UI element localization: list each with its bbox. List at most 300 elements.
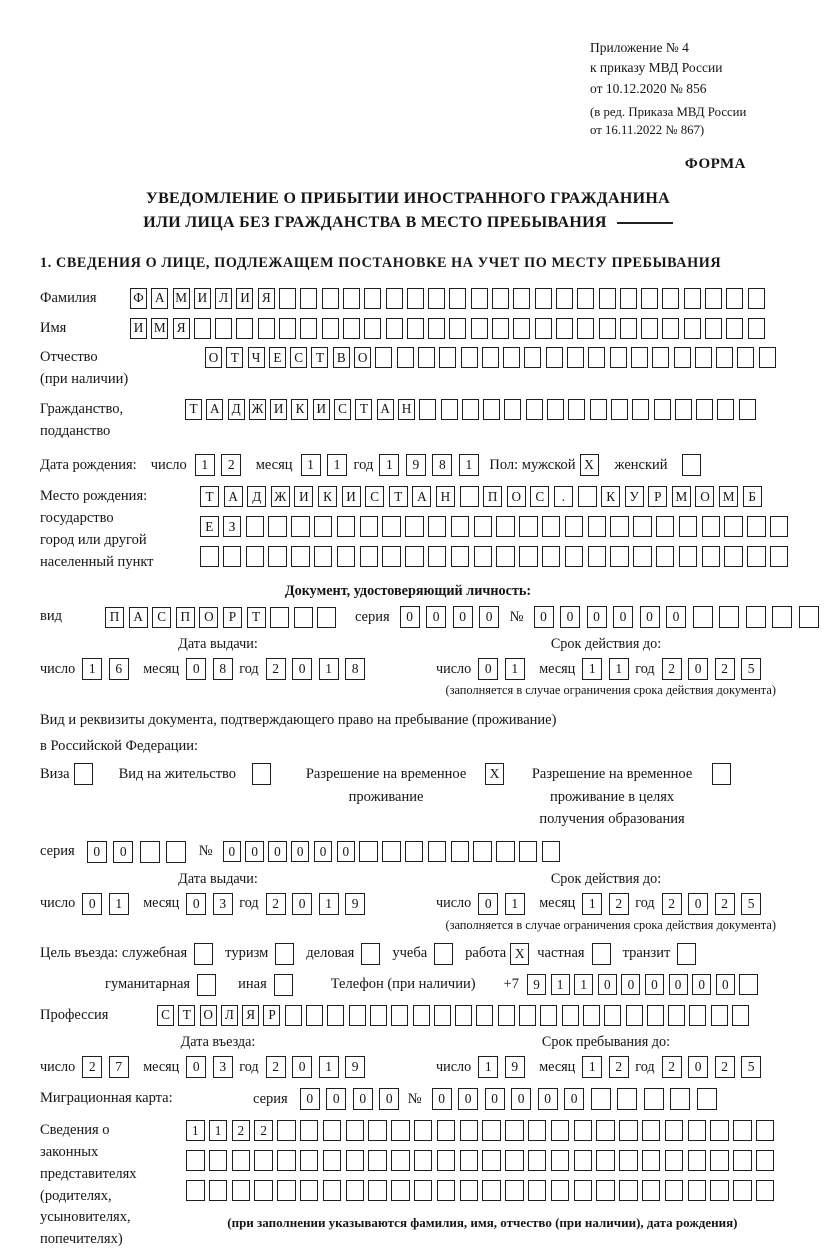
form-cell[interactable]: 5 — [741, 1056, 761, 1078]
valid-day-cells[interactable] — [478, 658, 531, 680]
form-cell[interactable] — [375, 347, 392, 368]
form-cell[interactable]: 0 — [292, 1056, 312, 1078]
form-cell[interactable]: Л — [221, 1005, 238, 1026]
form-cell[interactable]: 1 — [582, 658, 602, 680]
form-cell[interactable] — [322, 318, 339, 339]
form-cell[interactable]: 0 — [432, 1088, 452, 1110]
form-cell[interactable] — [596, 1120, 615, 1141]
form-cell[interactable] — [346, 1180, 365, 1201]
form-cell[interactable] — [726, 288, 743, 309]
form-cell[interactable] — [679, 516, 698, 537]
form-cell[interactable]: А — [224, 486, 243, 507]
form-cell[interactable] — [733, 1180, 752, 1201]
form-cell[interactable] — [343, 288, 360, 309]
form-cell[interactable] — [391, 1180, 410, 1201]
surname-cells[interactable] — [130, 288, 769, 309]
form-cell[interactable] — [656, 546, 675, 567]
profession-cells[interactable] — [157, 1005, 753, 1026]
migration-series-cells[interactable] — [300, 1088, 406, 1110]
form-cell[interactable] — [705, 318, 722, 339]
form-cell[interactable] — [526, 399, 543, 420]
form-cell[interactable]: 3 — [213, 1056, 233, 1078]
form-cell[interactable] — [717, 399, 734, 420]
form-cell[interactable]: А — [377, 399, 394, 420]
form-cell[interactable]: Я — [242, 1005, 259, 1026]
form-cell[interactable] — [503, 347, 520, 368]
form-cell[interactable]: 0 — [669, 974, 688, 995]
form-cell[interactable]: Е — [200, 516, 219, 537]
form-cell[interactable] — [407, 318, 424, 339]
form-cell[interactable]: Д — [247, 486, 266, 507]
form-cell[interactable]: 1 — [186, 1120, 205, 1141]
form-cell[interactable] — [617, 1088, 637, 1110]
form-cell[interactable] — [285, 1005, 302, 1026]
form-cell[interactable] — [343, 318, 360, 339]
form-cell[interactable]: 2 — [254, 1120, 273, 1141]
form-cell[interactable] — [684, 318, 701, 339]
form-cell[interactable]: 0 — [560, 606, 580, 628]
form-cell[interactable]: 2 — [266, 658, 286, 680]
form-cell[interactable] — [300, 1150, 319, 1171]
doc-number-cells[interactable] — [534, 606, 825, 628]
res-valid-year-cells[interactable] — [662, 893, 768, 915]
form-cell[interactable]: 9 — [345, 1056, 365, 1078]
form-cell[interactable] — [300, 1180, 319, 1201]
form-cell[interactable] — [528, 1180, 547, 1201]
form-cell[interactable]: 0 — [113, 841, 133, 863]
form-cell[interactable]: 2 — [662, 893, 682, 915]
form-cell[interactable]: 8 — [432, 454, 452, 476]
form-cell[interactable] — [414, 1180, 433, 1201]
form-cell[interactable]: 0 — [478, 658, 498, 680]
form-cell[interactable] — [476, 1005, 493, 1026]
form-cell[interactable] — [460, 486, 479, 507]
form-cell[interactable] — [748, 288, 765, 309]
form-cell[interactable] — [574, 1180, 593, 1201]
form-cell[interactable] — [604, 1005, 621, 1026]
form-cell[interactable] — [619, 1180, 638, 1201]
form-cell[interactable]: 9 — [345, 893, 365, 915]
res-valid-day-cells[interactable] — [478, 893, 531, 915]
temp-residence-checkbox[interactable]: X — [485, 763, 504, 785]
male-checkbox[interactable]: X — [580, 454, 599, 476]
birth-month-cells[interactable] — [301, 454, 354, 476]
form-cell[interactable] — [323, 1180, 342, 1201]
form-cell[interactable]: 0 — [534, 606, 554, 628]
form-cell[interactable]: А — [412, 486, 431, 507]
form-cell[interactable] — [368, 1120, 387, 1141]
form-cell[interactable] — [513, 288, 530, 309]
form-cell[interactable] — [562, 1005, 579, 1026]
form-cell[interactable] — [710, 1180, 729, 1201]
form-cell[interactable] — [209, 1180, 228, 1201]
entry-day-cells[interactable] — [82, 1056, 135, 1078]
form-cell[interactable] — [360, 546, 379, 567]
form-cell[interactable] — [610, 347, 627, 368]
form-cell[interactable]: 0 — [245, 841, 264, 862]
form-cell[interactable]: 0 — [688, 1056, 708, 1078]
form-cell[interactable]: Т — [355, 399, 372, 420]
form-cell[interactable] — [428, 841, 447, 862]
form-cell[interactable]: Р — [223, 607, 242, 628]
form-cell[interactable] — [407, 288, 424, 309]
form-cell[interactable] — [346, 1150, 365, 1171]
form-cell[interactable] — [314, 546, 333, 567]
purpose-private-checkbox[interactable] — [592, 943, 611, 965]
form-cell[interactable]: 0 — [511, 1088, 531, 1110]
form-cell[interactable] — [294, 607, 313, 628]
form-cell[interactable]: П — [176, 607, 195, 628]
representatives-row2-cells[interactable] — [186, 1150, 779, 1171]
form-cell[interactable]: 5 — [741, 893, 761, 915]
form-cell[interactable] — [574, 1150, 593, 1171]
form-cell[interactable] — [300, 318, 317, 339]
form-cell[interactable]: 0 — [613, 606, 633, 628]
form-cell[interactable] — [232, 1180, 251, 1201]
form-cell[interactable] — [505, 1150, 524, 1171]
form-cell[interactable]: 1 — [505, 893, 525, 915]
form-cell[interactable]: 0 — [716, 974, 735, 995]
purpose-work-checkbox[interactable]: X — [510, 943, 529, 965]
form-cell[interactable] — [542, 841, 561, 862]
form-cell[interactable]: 2 — [662, 658, 682, 680]
form-cell[interactable] — [323, 1150, 342, 1171]
patronymic-cells[interactable] — [205, 347, 780, 368]
form-cell[interactable]: И — [130, 318, 147, 339]
form-cell[interactable] — [710, 1120, 729, 1141]
form-cell[interactable] — [535, 288, 552, 309]
form-cell[interactable]: 0 — [645, 974, 664, 995]
form-cell[interactable]: 6 — [109, 658, 129, 680]
form-cell[interactable] — [451, 516, 470, 537]
form-cell[interactable]: 1 — [319, 893, 339, 915]
purpose-tourism-checkbox[interactable] — [275, 943, 294, 965]
form-cell[interactable] — [724, 546, 743, 567]
form-cell[interactable] — [610, 546, 629, 567]
form-cell[interactable] — [349, 1005, 366, 1026]
form-cell[interactable] — [652, 347, 669, 368]
form-cell[interactable] — [397, 347, 414, 368]
form-cell[interactable]: 0 — [485, 1088, 505, 1110]
form-cell[interactable]: 1 — [551, 974, 570, 995]
form-cell[interactable] — [599, 288, 616, 309]
form-cell[interactable]: 2 — [221, 454, 241, 476]
form-cell[interactable] — [504, 399, 521, 420]
form-cell[interactable] — [483, 399, 500, 420]
form-cell[interactable] — [474, 516, 493, 537]
phone-cells[interactable] — [527, 974, 763, 995]
form-cell[interactable]: Т — [200, 486, 219, 507]
form-cell[interactable]: 1 — [582, 893, 602, 915]
form-cell[interactable] — [670, 1088, 690, 1110]
form-cell[interactable] — [291, 546, 310, 567]
form-cell[interactable] — [696, 399, 713, 420]
form-cell[interactable] — [656, 516, 675, 537]
visa-checkbox[interactable] — [74, 763, 93, 785]
form-cell[interactable]: 0 — [186, 893, 206, 915]
form-cell[interactable] — [711, 1005, 728, 1026]
form-cell[interactable] — [473, 841, 492, 862]
form-cell[interactable] — [279, 288, 296, 309]
form-cell[interactable]: И — [294, 486, 313, 507]
form-cell[interactable] — [449, 288, 466, 309]
form-cell[interactable] — [474, 546, 493, 567]
form-cell[interactable]: 1 — [379, 454, 399, 476]
form-cell[interactable] — [496, 841, 515, 862]
form-cell[interactable] — [556, 318, 573, 339]
form-cell[interactable] — [368, 1150, 387, 1171]
form-cell[interactable] — [364, 288, 381, 309]
form-cell[interactable]: Л — [215, 288, 232, 309]
stay-year-cells[interactable] — [662, 1056, 768, 1078]
form-cell[interactable] — [574, 1120, 593, 1141]
residence-permit-checkbox[interactable] — [252, 763, 271, 785]
form-cell[interactable] — [413, 1005, 430, 1026]
form-cell[interactable] — [437, 1180, 456, 1201]
form-cell[interactable] — [665, 1120, 684, 1141]
form-cell[interactable]: 9 — [406, 454, 426, 476]
form-cell[interactable] — [688, 1120, 707, 1141]
form-cell[interactable]: 0 — [692, 974, 711, 995]
birth-day-cells[interactable] — [195, 454, 248, 476]
form-cell[interactable] — [428, 546, 447, 567]
form-cell[interactable]: З — [223, 516, 242, 537]
form-cell[interactable]: 8 — [345, 658, 365, 680]
form-cell[interactable]: 0 — [426, 606, 446, 628]
form-cell[interactable] — [610, 516, 629, 537]
form-cell[interactable] — [726, 318, 743, 339]
form-cell[interactable]: С — [152, 607, 171, 628]
form-cell[interactable] — [591, 1088, 611, 1110]
form-cell[interactable] — [577, 318, 594, 339]
form-cell[interactable] — [368, 1180, 387, 1201]
issue-month-cells[interactable] — [186, 658, 239, 680]
form-cell[interactable] — [596, 1150, 615, 1171]
form-cell[interactable]: Н — [436, 486, 455, 507]
form-cell[interactable]: Ф — [130, 288, 147, 309]
form-cell[interactable] — [642, 1150, 661, 1171]
form-cell[interactable]: 1 — [109, 893, 129, 915]
form-cell[interactable] — [688, 1150, 707, 1171]
form-cell[interactable]: П — [483, 486, 502, 507]
form-cell[interactable] — [437, 1120, 456, 1141]
form-cell[interactable]: 0 — [186, 658, 206, 680]
form-cell[interactable] — [662, 288, 679, 309]
form-cell[interactable] — [441, 399, 458, 420]
form-cell[interactable] — [756, 1120, 775, 1141]
res-issue-month-cells[interactable] — [186, 893, 239, 915]
form-cell[interactable]: С — [334, 399, 351, 420]
form-cell[interactable]: 0 — [223, 841, 242, 862]
form-cell[interactable]: М — [173, 288, 190, 309]
form-cell[interactable] — [200, 546, 219, 567]
purpose-business-checkbox[interactable] — [361, 943, 380, 965]
form-cell[interactable] — [739, 974, 758, 995]
form-cell[interactable] — [451, 841, 470, 862]
form-cell[interactable] — [496, 546, 515, 567]
form-cell[interactable]: М — [151, 318, 168, 339]
purpose-study-checkbox[interactable] — [434, 943, 453, 965]
form-cell[interactable] — [232, 1150, 251, 1171]
form-cell[interactable] — [346, 1120, 365, 1141]
form-cell[interactable] — [688, 1180, 707, 1201]
form-cell[interactable] — [314, 516, 333, 537]
purpose-humanitarian-checkbox[interactable] — [197, 974, 216, 996]
form-cell[interactable] — [461, 347, 478, 368]
form-cell[interactable] — [513, 318, 530, 339]
form-cell[interactable] — [551, 1180, 570, 1201]
form-cell[interactable]: 2 — [715, 1056, 735, 1078]
form-cell[interactable]: И — [236, 288, 253, 309]
form-cell[interactable]: С — [365, 486, 384, 507]
form-cell[interactable]: Ж — [249, 399, 266, 420]
form-cell[interactable] — [551, 1150, 570, 1171]
form-cell[interactable] — [268, 546, 287, 567]
form-cell[interactable] — [405, 516, 424, 537]
form-cell[interactable] — [710, 1150, 729, 1171]
issue-day-cells[interactable] — [82, 658, 135, 680]
form-cell[interactable] — [471, 318, 488, 339]
form-cell[interactable]: К — [318, 486, 337, 507]
form-cell[interactable] — [519, 841, 538, 862]
form-cell[interactable]: 0 — [458, 1088, 478, 1110]
form-cell[interactable]: Т — [185, 399, 202, 420]
res-issue-year-cells[interactable] — [266, 893, 372, 915]
form-cell[interactable]: 0 — [268, 841, 287, 862]
form-cell[interactable] — [460, 1150, 479, 1171]
form-cell[interactable] — [519, 546, 538, 567]
birth-place-row2-cells[interactable] — [200, 516, 793, 537]
form-cell[interactable] — [528, 1120, 547, 1141]
valid-year-cells[interactable] — [662, 658, 768, 680]
entry-month-cells[interactable] — [186, 1056, 239, 1078]
form-cell[interactable] — [414, 1120, 433, 1141]
form-cell[interactable] — [382, 546, 401, 567]
form-cell[interactable] — [524, 347, 541, 368]
issue-year-cells[interactable] — [266, 658, 372, 680]
form-cell[interactable] — [246, 516, 265, 537]
form-cell[interactable]: С — [157, 1005, 174, 1026]
form-cell[interactable] — [254, 1150, 273, 1171]
form-cell[interactable] — [434, 1005, 451, 1026]
form-cell[interactable] — [505, 1120, 524, 1141]
form-cell[interactable]: 1 — [301, 454, 321, 476]
form-cell[interactable] — [654, 399, 671, 420]
form-cell[interactable] — [277, 1120, 296, 1141]
form-cell[interactable] — [186, 1150, 205, 1171]
form-cell[interactable] — [439, 347, 456, 368]
form-cell[interactable] — [291, 516, 310, 537]
form-cell[interactable] — [633, 516, 652, 537]
temp-residence-edu-checkbox[interactable] — [712, 763, 731, 785]
representatives-row3-cells[interactable] — [186, 1180, 779, 1201]
form-cell[interactable] — [689, 1005, 706, 1026]
form-cell[interactable] — [620, 288, 637, 309]
form-cell[interactable] — [215, 318, 232, 339]
form-cell[interactable] — [641, 318, 658, 339]
form-cell[interactable]: Я — [258, 288, 275, 309]
form-cell[interactable]: 0 — [453, 606, 473, 628]
form-cell[interactable]: 1 — [582, 1056, 602, 1078]
form-cell[interactable]: Р — [263, 1005, 280, 1026]
form-cell[interactable]: 2 — [715, 658, 735, 680]
form-cell[interactable] — [588, 516, 607, 537]
form-cell[interactable] — [675, 399, 692, 420]
form-cell[interactable] — [551, 1120, 570, 1141]
form-cell[interactable] — [277, 1150, 296, 1171]
birth-year-cells[interactable] — [379, 454, 485, 476]
form-cell[interactable]: И — [313, 399, 330, 420]
form-cell[interactable] — [492, 318, 509, 339]
migration-number-cells[interactable] — [432, 1088, 724, 1110]
form-cell[interactable] — [746, 606, 766, 628]
form-cell[interactable] — [737, 347, 754, 368]
form-cell[interactable] — [693, 606, 713, 628]
form-cell[interactable]: 0 — [82, 893, 102, 915]
form-cell[interactable]: А — [129, 607, 148, 628]
form-cell[interactable]: 1 — [319, 1056, 339, 1078]
form-cell[interactable] — [460, 1180, 479, 1201]
form-cell[interactable]: 1 — [505, 658, 525, 680]
form-cell[interactable] — [498, 1005, 515, 1026]
form-cell[interactable] — [759, 347, 776, 368]
form-cell[interactable]: В — [333, 347, 350, 368]
form-cell[interactable]: 9 — [505, 1056, 525, 1078]
doc-kind-cells[interactable] — [105, 607, 341, 628]
form-cell[interactable] — [223, 546, 242, 567]
form-cell[interactable]: 0 — [300, 1088, 320, 1110]
form-cell[interactable] — [756, 1150, 775, 1171]
form-cell[interactable] — [317, 607, 336, 628]
form-cell[interactable] — [505, 1180, 524, 1201]
form-cell[interactable] — [542, 546, 561, 567]
form-cell[interactable]: И — [270, 399, 287, 420]
form-cell[interactable]: Я — [173, 318, 190, 339]
form-cell[interactable]: 2 — [715, 893, 735, 915]
form-cell[interactable]: 1 — [209, 1120, 228, 1141]
form-cell[interactable]: А — [206, 399, 223, 420]
form-cell[interactable] — [519, 516, 538, 537]
form-cell[interactable]: О — [205, 347, 222, 368]
form-cell[interactable] — [337, 516, 356, 537]
form-cell[interactable]: 0 — [587, 606, 607, 628]
form-cell[interactable]: П — [105, 607, 124, 628]
form-cell[interactable] — [620, 318, 637, 339]
form-cell[interactable]: 0 — [326, 1088, 346, 1110]
form-cell[interactable]: 5 — [741, 658, 761, 680]
form-cell[interactable] — [716, 347, 733, 368]
form-cell[interactable] — [270, 607, 289, 628]
representatives-row1-cells[interactable] — [186, 1120, 779, 1141]
form-cell[interactable]: 0 — [379, 1088, 399, 1110]
form-cell[interactable]: 0 — [538, 1088, 558, 1110]
form-cell[interactable] — [482, 1180, 501, 1201]
form-cell[interactable]: С — [530, 486, 549, 507]
form-cell[interactable]: 1 — [478, 1056, 498, 1078]
form-cell[interactable]: Ж — [271, 486, 290, 507]
form-cell[interactable]: 9 — [527, 974, 546, 995]
form-cell[interactable] — [578, 486, 597, 507]
form-cell[interactable]: 0 — [479, 606, 499, 628]
form-cell[interactable]: 1 — [609, 658, 629, 680]
form-cell[interactable] — [542, 516, 561, 537]
form-cell[interactable] — [186, 1180, 205, 1201]
form-cell[interactable] — [370, 1005, 387, 1026]
form-cell[interactable] — [747, 546, 766, 567]
form-cell[interactable] — [588, 546, 607, 567]
form-cell[interactable]: 0 — [353, 1088, 373, 1110]
form-cell[interactable] — [665, 1180, 684, 1201]
